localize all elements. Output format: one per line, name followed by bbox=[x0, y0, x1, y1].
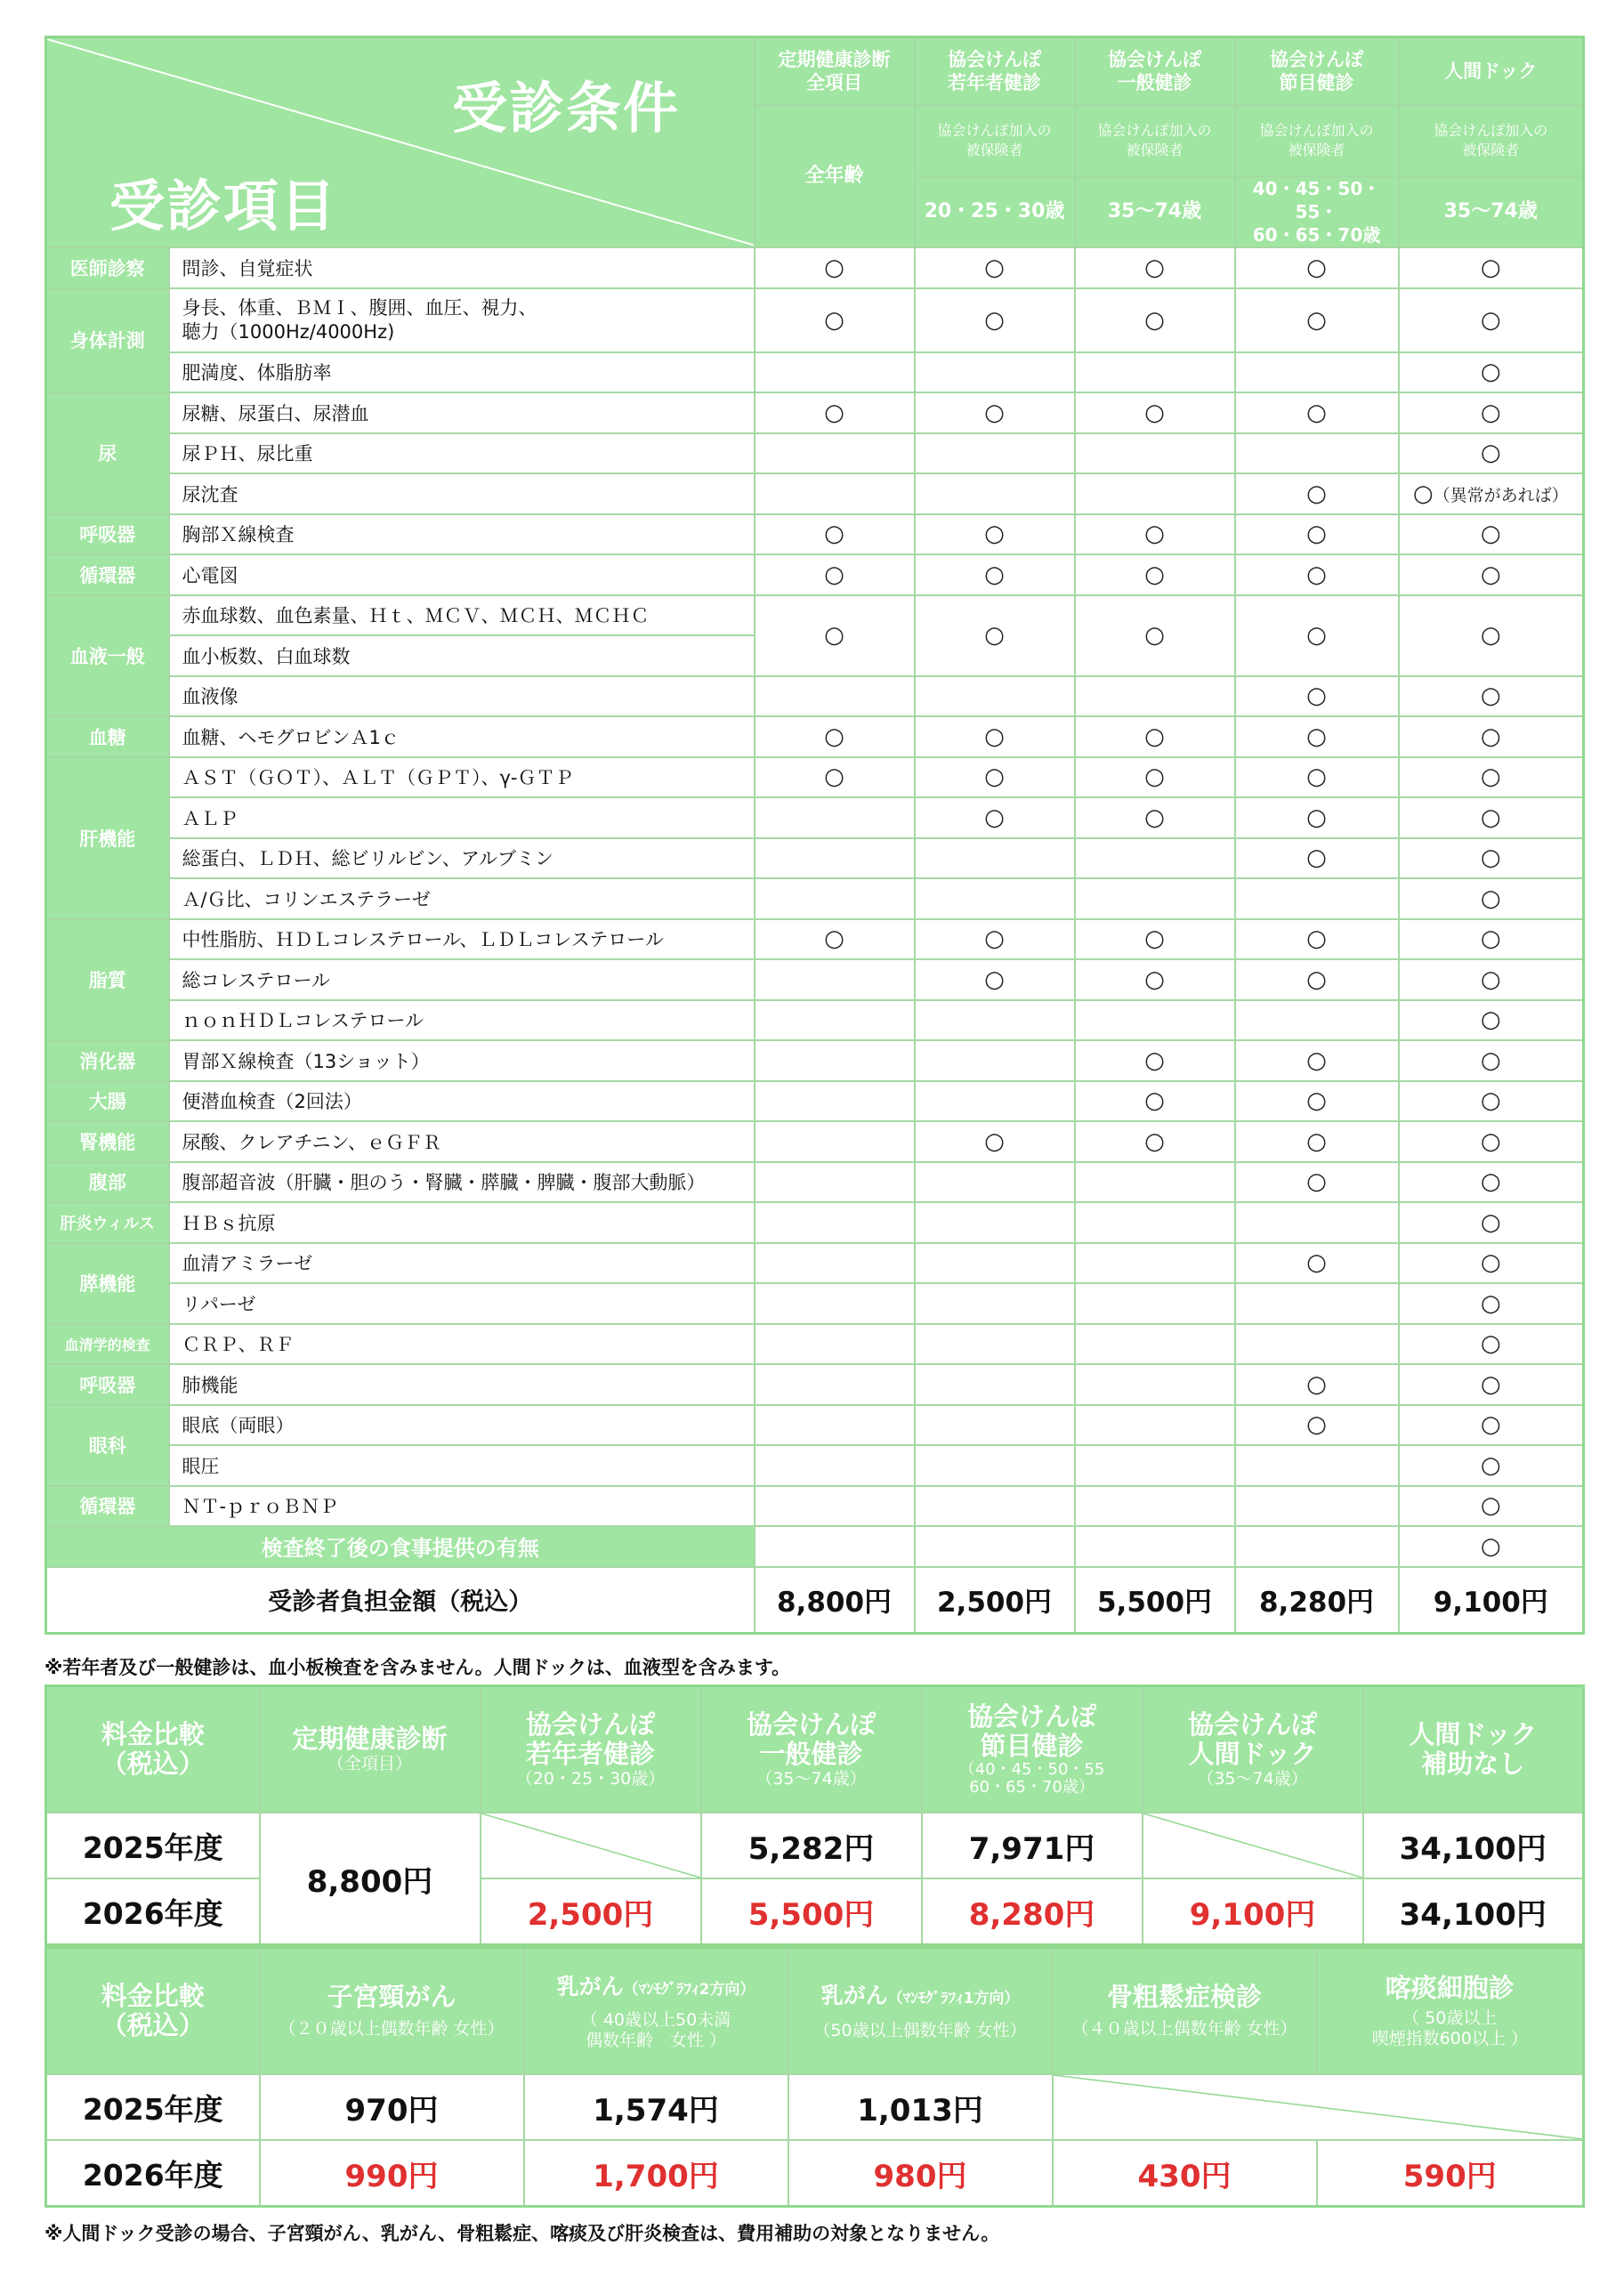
mark: ○ bbox=[755, 247, 915, 288]
mark: ○ bbox=[915, 247, 1075, 288]
item-label: 身長、体重、ＢＭＩ、腹囲、血圧、視力、 聴力（1000Hz/4000Hz) bbox=[169, 288, 755, 352]
item-label: 胸部Ｘ線検査 bbox=[169, 514, 755, 555]
mark: ○ bbox=[1075, 514, 1235, 555]
mark: ○ bbox=[1075, 1121, 1235, 1162]
item-label: 総コレステロール bbox=[169, 959, 755, 1000]
category-label: 血液一般 bbox=[46, 595, 169, 717]
mark: ○ bbox=[1399, 352, 1584, 393]
mark: ○ bbox=[1399, 595, 1584, 676]
item-label: リパーゼ bbox=[169, 1283, 755, 1324]
mark: ○ bbox=[1399, 878, 1584, 919]
fee-header-breast-2dir: 乳がん（ﾏﾝﾓｸﾞﾗﾌｨ2方向） （ 40歳以上50未満 偶数年齢 女性 ） bbox=[524, 1948, 788, 2075]
mark: ○ bbox=[1075, 595, 1235, 676]
mark: ○ bbox=[915, 392, 1075, 433]
fee-header-osteoporosis: 骨粗鬆症検診 （４０歳以上偶数年齢 女性） bbox=[1053, 1948, 1317, 2075]
col-sub-dock: 協会けんぽ加入の 被保険者 bbox=[1399, 105, 1584, 176]
mark: ○ bbox=[1399, 1000, 1584, 1041]
mark: ○ bbox=[1399, 1324, 1584, 1365]
category-label: 尿 bbox=[46, 392, 169, 514]
fee-2025-general: 5,282円 bbox=[701, 1813, 922, 1878]
meal-label: 検査終了後の食事提供の有無 bbox=[46, 1526, 755, 1567]
col-header-milestone: 協会けんぽ 節目健診 bbox=[1235, 37, 1399, 106]
fee-2025-dock-nosubsidy: 34,100円 bbox=[1363, 1813, 1584, 1878]
category-label: 呼吸器 bbox=[46, 514, 169, 555]
mark: ○ bbox=[755, 554, 915, 595]
item-label: ｎｏｎＨＤＬコレステロール bbox=[169, 1000, 755, 1041]
mark: ○ bbox=[1399, 1040, 1584, 1081]
fee-2026-dock: 9,100円 bbox=[1143, 1878, 1363, 1945]
not-applicable-cell bbox=[1053, 2074, 1584, 2140]
mark: ○ bbox=[1235, 595, 1399, 676]
mark: ○ bbox=[1399, 919, 1584, 960]
mark: ○ bbox=[1075, 247, 1235, 288]
col-age-general: 35～74歳 bbox=[1075, 176, 1235, 247]
mark: ○ bbox=[755, 757, 915, 798]
mark: ○ bbox=[1235, 1162, 1399, 1203]
col-sub-milestone: 協会けんぽ加入の 被保険者 bbox=[1235, 105, 1399, 176]
mark-with-note: ○（異常があれば） bbox=[1399, 473, 1584, 514]
mark: ○ bbox=[1235, 473, 1399, 514]
mark: ○ bbox=[1235, 959, 1399, 1000]
category-label: 肝炎ウィルス bbox=[46, 1202, 169, 1243]
mark: ○ bbox=[1235, 676, 1399, 717]
mark: ○ bbox=[915, 514, 1075, 555]
mark: ○ bbox=[915, 1121, 1075, 1162]
mark: ○ bbox=[915, 919, 1075, 960]
fee-header-sputum: 喀痰細胞診 （ 50歳以上 喫煙指数600以上 ） bbox=[1317, 1948, 1584, 2075]
mark: ○ bbox=[1399, 1445, 1584, 1486]
fee-2025-milestone: 7,971円 bbox=[922, 1813, 1143, 1878]
fee-2026-dock-nosubsidy: 34,100円 bbox=[1363, 1878, 1584, 1945]
mark: ○ bbox=[1235, 797, 1399, 838]
year-2026: 2026年度 bbox=[46, 2140, 260, 2207]
mark: ○ bbox=[915, 595, 1075, 676]
total-milestone: 8,280円 bbox=[1235, 1567, 1399, 1634]
mark: ○ bbox=[1075, 919, 1235, 960]
mark: ○ bbox=[1235, 1121, 1399, 1162]
mark: ○ bbox=[1399, 514, 1584, 555]
mark: ○ bbox=[1399, 757, 1584, 798]
mark: ○ bbox=[915, 716, 1075, 757]
fee-2026-cervical: 990円 bbox=[260, 2140, 524, 2207]
item-label: Ａ/Ｇ比、コリンエステラーゼ bbox=[169, 878, 755, 919]
item-label: 血糖、ヘモグロビンＡ1ｃ bbox=[169, 716, 755, 757]
col-age-milestone: 40・45・50・55・ 60・65・70歳 bbox=[1235, 176, 1399, 247]
fee-comparison-table-1 bbox=[44, 1684, 1585, 1946]
item-label: 血液像 bbox=[169, 676, 755, 717]
year-2026: 2026年度 bbox=[46, 1878, 260, 1945]
mark: ○ bbox=[1399, 838, 1584, 879]
item-label: 尿糖、尿蛋白、尿潜血 bbox=[169, 392, 755, 433]
category-label: 膵機能 bbox=[46, 1243, 169, 1324]
item-label: 眼底（両眼） bbox=[169, 1405, 755, 1446]
category-label: 大腸 bbox=[46, 1081, 169, 1122]
mark: ○ bbox=[1399, 1486, 1584, 1527]
mark: ○ bbox=[1235, 247, 1399, 288]
mark: ○ bbox=[1235, 1364, 1399, 1405]
item-label: 血清アミラーゼ bbox=[169, 1243, 755, 1284]
diagonal-line bbox=[1143, 1814, 1362, 1878]
mark: ○ bbox=[915, 797, 1075, 838]
mark: ○ bbox=[755, 595, 915, 676]
mark: ○ bbox=[1235, 757, 1399, 798]
mark: ○ bbox=[915, 554, 1075, 595]
total-teiki: 8,800円 bbox=[755, 1567, 915, 1634]
mark: ○ bbox=[1075, 1081, 1235, 1122]
mark: ○ bbox=[1235, 514, 1399, 555]
mark: ○ bbox=[1235, 919, 1399, 960]
category-label: 腎機能 bbox=[46, 1121, 169, 1162]
fee-2025-breast-2dir: 1,574円 bbox=[524, 2074, 788, 2140]
fee-2026-young: 2,500円 bbox=[481, 1878, 701, 1945]
mark: ○ bbox=[1075, 392, 1235, 433]
mark: ○ bbox=[1399, 554, 1584, 595]
category-label: 血糖 bbox=[46, 716, 169, 757]
category-label: 眼科 bbox=[46, 1405, 169, 1486]
fee-2026-osteoporosis: 430円 bbox=[1053, 2140, 1317, 2207]
category-label: 身体計測 bbox=[46, 288, 169, 393]
mark: ○ bbox=[915, 757, 1075, 798]
not-applicable-cell bbox=[481, 1813, 701, 1878]
mark: ○ bbox=[1399, 1405, 1584, 1446]
mark: ○ bbox=[1399, 1202, 1584, 1243]
diagonal-line bbox=[1054, 2075, 1583, 2139]
year-2025: 2025年度 bbox=[46, 1813, 260, 1878]
fee-header-label: 料金比較 （税込） bbox=[46, 1948, 260, 2075]
mark: ○ bbox=[1399, 676, 1584, 717]
mark: ○ bbox=[915, 288, 1075, 352]
total-label: 受診者負担金額（税込） bbox=[46, 1567, 755, 1634]
mark: ○ bbox=[1399, 247, 1584, 288]
mark: ○ bbox=[1235, 392, 1399, 433]
fee-header-cervical: 子宮頸がん （２０歳以上偶数年齢 女性） bbox=[260, 1948, 524, 2075]
category-label: 医師診察 bbox=[46, 247, 169, 288]
mark: ○ bbox=[755, 716, 915, 757]
footnote-1: ※若年者及び一般健診は、血小板検査を含みません。人間ドックは、血液型を含みます。 bbox=[44, 1657, 791, 1678]
fee-2026-breast-1dir: 980円 bbox=[788, 2140, 1053, 2207]
fee-header-breast-1dir: 乳がん（ﾏﾝﾓｸﾞﾗﾌｨ1方向） （50歳以上偶数年齢 女性） bbox=[788, 1948, 1053, 2075]
year-2025: 2025年度 bbox=[46, 2074, 260, 2140]
fee-header-milestone: 協会けんぽ 節目健診 （40・45・50・55 60・65・70歳） bbox=[922, 1686, 1143, 1814]
mark: ○ bbox=[1399, 1243, 1584, 1284]
fee-2025-cervical: 970円 bbox=[260, 2074, 524, 2140]
mark: ○ bbox=[915, 959, 1075, 1000]
category-label: 肝機能 bbox=[46, 757, 169, 919]
item-label: 胃部Ｘ線検査（13ショット） bbox=[169, 1040, 755, 1081]
mark: ○ bbox=[1075, 959, 1235, 1000]
item-label: 心電図 bbox=[169, 554, 755, 595]
category-label: 循環器 bbox=[46, 1486, 169, 1527]
mark: ○ bbox=[1399, 392, 1584, 433]
item-label: 眼圧 bbox=[169, 1445, 755, 1486]
col-header-dock: 人間ドック bbox=[1399, 37, 1584, 106]
fee-header-dock-nosubsidy: 人間ドック 補助なし bbox=[1363, 1686, 1584, 1814]
mark: ○ bbox=[1235, 1405, 1399, 1446]
mark: ○ bbox=[1399, 716, 1584, 757]
mark: ○ bbox=[1399, 433, 1584, 474]
mark: ○ bbox=[1235, 838, 1399, 879]
item-label: 尿沈査 bbox=[169, 473, 755, 514]
item-label: 血小板数、白血球数 bbox=[169, 635, 755, 676]
mark: ○ bbox=[755, 514, 915, 555]
mark: ○ bbox=[1399, 797, 1584, 838]
fee-2025-breast-1dir: 1,013円 bbox=[788, 2074, 1053, 2140]
mark: ○ bbox=[1075, 288, 1235, 352]
mark: ○ bbox=[1075, 757, 1235, 798]
total-general: 5,500円 bbox=[1075, 1567, 1235, 1634]
category-label: 腹部 bbox=[46, 1162, 169, 1203]
fee-header-dock: 協会けんぽ 人間ドック （35～74歳） bbox=[1143, 1686, 1363, 1814]
col-header-young: 協会けんぽ 若年者健診 bbox=[915, 37, 1075, 106]
mark: ○ bbox=[755, 392, 915, 433]
item-label: 総蛋白、ＬＤＨ、総ビリルビン、アルブミン bbox=[169, 838, 755, 879]
item-label: ＣＲＰ、ＲＦ bbox=[169, 1324, 755, 1365]
mark: ○ bbox=[1075, 554, 1235, 595]
corner-bottom-label: 受診項目 bbox=[109, 174, 338, 238]
item-label: 肺機能 bbox=[169, 1364, 755, 1405]
mark: ○ bbox=[755, 919, 915, 960]
fee-header-young: 協会けんぽ 若年者健診 （20・25・30歳） bbox=[481, 1686, 701, 1814]
mark: ○ bbox=[1399, 1081, 1584, 1122]
fee-header-general: 協会けんぽ 一般健診 （35～74歳） bbox=[701, 1686, 922, 1814]
item-label: 赤血球数、血色素量、Ｈｔ、ＭＣＶ、ＭＣＨ、ＭＣＨＣ bbox=[169, 595, 755, 636]
header-corner bbox=[46, 37, 755, 248]
item-label: ＨＢｓ抗原 bbox=[169, 1202, 755, 1243]
item-label: 中性脂肪、ＨＤＬコレステロール、ＬＤＬコレステロール bbox=[169, 919, 755, 960]
mark: ○ bbox=[1075, 797, 1235, 838]
fee-2026-breast-2dir: 1,700円 bbox=[524, 2140, 788, 2207]
fee-comparison-table-2 bbox=[44, 1946, 1585, 2208]
mark: ○ bbox=[1235, 554, 1399, 595]
mark: ○ bbox=[755, 288, 915, 352]
col-header-teiki: 定期健康診断 全項目 bbox=[755, 37, 915, 106]
col-age-dock: 35～74歳 bbox=[1399, 176, 1584, 247]
item-label: 問診、自覚症状 bbox=[169, 247, 755, 288]
mark: ○ bbox=[1075, 1040, 1235, 1081]
fee-header-teiki: 定期健康診断 （全項目） bbox=[260, 1686, 481, 1814]
item-label: 腹部超音波（肝臓・胆のう・腎臓・膵臓・脾臓・腹部大動脈） bbox=[169, 1162, 755, 1203]
item-label: ＮＴ-ｐｒｏＢＮＰ bbox=[169, 1486, 755, 1527]
mark: ○ bbox=[1399, 959, 1584, 1000]
total-young: 2,500円 bbox=[915, 1567, 1075, 1634]
mark: ○ bbox=[1399, 1526, 1584, 1567]
col-header-general: 協会けんぽ 一般健診 bbox=[1075, 37, 1235, 106]
fee-2026-sputum: 590円 bbox=[1317, 2140, 1584, 2207]
footnote-2: ※人間ドック受診の場合、子宮頸がん、乳がん、骨粗鬆症、喀痰及び肝炎検査は、費用補助の対象となりません。 bbox=[44, 2223, 1000, 2244]
category-label: 消化器 bbox=[46, 1040, 169, 1081]
category-label: 呼吸器 bbox=[46, 1364, 169, 1405]
fee-2026-general: 5,500円 bbox=[701, 1878, 922, 1945]
fee-header-label: 料金比較 （税込） bbox=[46, 1686, 260, 1814]
mark: ○ bbox=[1235, 1040, 1399, 1081]
fee-2026-milestone: 8,280円 bbox=[922, 1878, 1143, 1945]
col-age-young: 20・25・30歳 bbox=[915, 176, 1075, 247]
mark: ○ bbox=[1235, 288, 1399, 352]
col-sub-young: 協会けんぽ加入の 被保険者 bbox=[915, 105, 1075, 176]
mark: ○ bbox=[1235, 716, 1399, 757]
item-label: ＡＬＰ bbox=[169, 797, 755, 838]
category-label: 循環器 bbox=[46, 554, 169, 595]
item-label: 肥満度、体脂肪率 bbox=[169, 352, 755, 393]
not-applicable-cell bbox=[1143, 1813, 1363, 1878]
col-sub-general: 協会けんぽ加入の 被保険者 bbox=[1075, 105, 1235, 176]
mark: ○ bbox=[1399, 288, 1584, 352]
item-label: 尿ＰＨ、尿比重 bbox=[169, 433, 755, 474]
item-label: 便潜血検査（2回法） bbox=[169, 1081, 755, 1122]
fee-teiki: 8,800円 bbox=[260, 1813, 481, 1945]
item-label: 尿酸、クレアチニン、ｅＧＦＲ bbox=[169, 1121, 755, 1162]
mark: ○ bbox=[1235, 1081, 1399, 1122]
item-label: ＡＳＴ（ＧＯＴ）、ＡＬＴ（ＧＰＴ）、γ-ＧＴＰ bbox=[169, 757, 755, 798]
total-dock: 9,100円 bbox=[1399, 1567, 1584, 1634]
mark: ○ bbox=[1399, 1162, 1584, 1203]
category-label: 血清学的検査 bbox=[46, 1324, 169, 1365]
mark: ○ bbox=[1075, 716, 1235, 757]
mark: ○ bbox=[1399, 1364, 1584, 1405]
col-age-teiki: 全年齢 bbox=[755, 105, 915, 247]
mark: ○ bbox=[1235, 1243, 1399, 1284]
mark: ○ bbox=[1399, 1121, 1584, 1162]
exam-items-table bbox=[44, 36, 1585, 1635]
diagonal-line bbox=[481, 1814, 700, 1878]
corner-top-label: 受診条件 bbox=[452, 76, 681, 141]
mark: ○ bbox=[1399, 1283, 1584, 1324]
category-label: 脂質 bbox=[46, 919, 169, 1041]
